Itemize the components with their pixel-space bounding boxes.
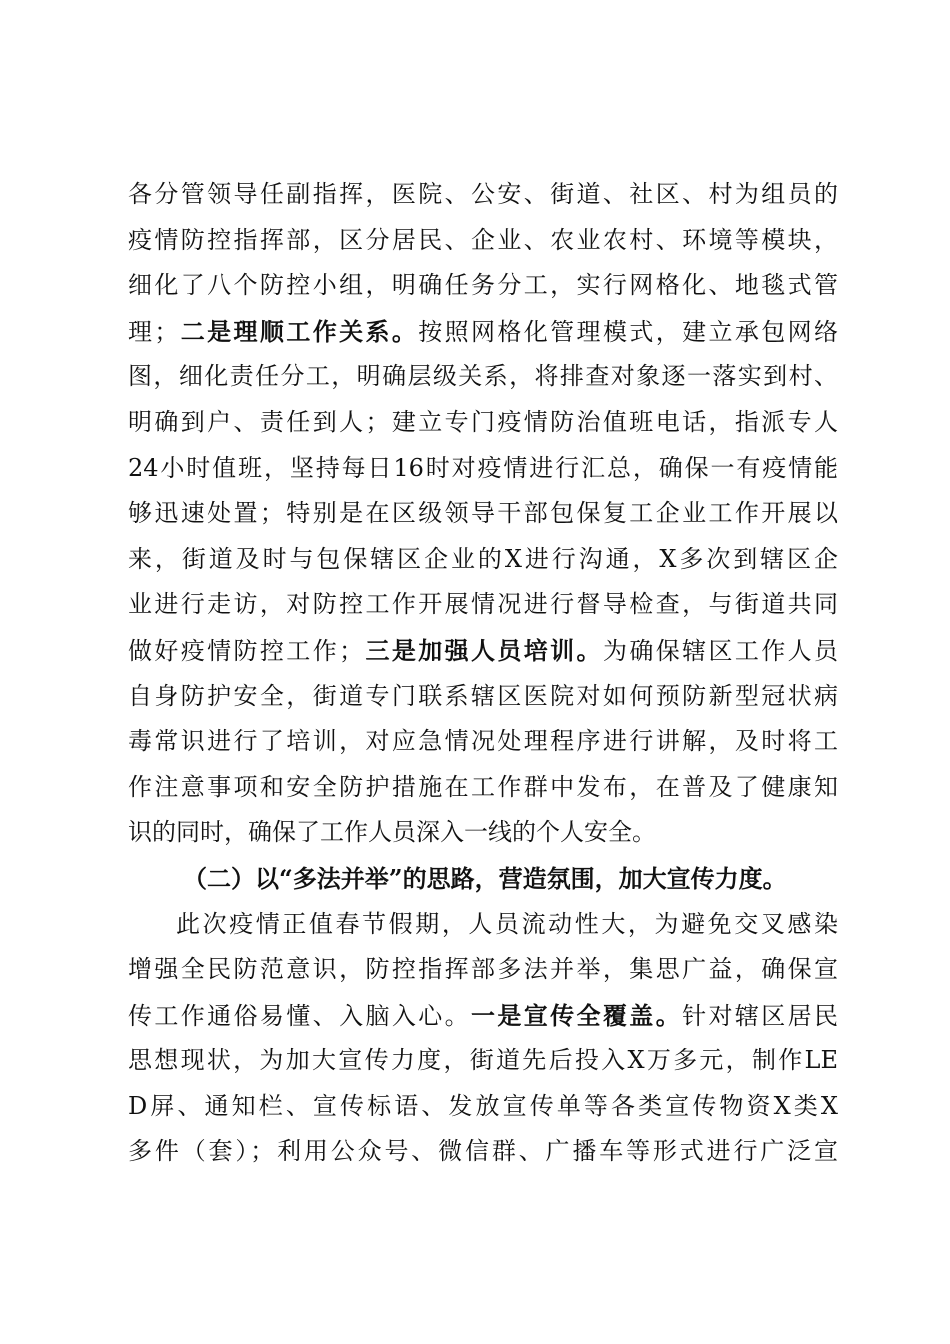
text-segment: 图，细化责任分工，明确层级关系，将排查对象逐一落实到村、 <box>128 362 838 391</box>
text-line <box>128 1084 838 1130</box>
text-segment: 业进行走访，对防控工作开展情况进行督导检查，与街道共同 <box>128 590 838 619</box>
text-line <box>128 491 838 537</box>
text-segment: 多件（套）；利用公众号、微信群、广播车等形式进行广泛宣 <box>128 1137 838 1166</box>
text-segment: 24小时值班，坚持每日16时对疫情进行汇总，确保一有疫情能 <box>128 453 838 482</box>
text-segment: 够迅速处置；特别是在区级领导干部包保复工企业工作开展以 <box>128 499 838 528</box>
text-segment: 做好疫情防控工作； <box>128 636 364 665</box>
text-segment: D屏、通知栏、宣传标语、发放宣传单等各类宣传物资X类X <box>128 1091 838 1120</box>
document-body <box>128 172 838 1175</box>
text-line <box>128 172 838 218</box>
text-segment: 思想现状，为加大宣传力度，街道先后投入X万多元，制作LE <box>128 1046 838 1075</box>
text-line <box>128 810 838 856</box>
bold-phrase: 二是理顺工作关系。 <box>178 316 419 346</box>
text-line <box>128 993 838 1039</box>
text-line <box>128 537 838 583</box>
bold-phrase: （二）以“多法并举”的思路，营造氛围，加大宣传力度。 <box>183 863 787 893</box>
text-line <box>128 902 838 948</box>
text-line <box>128 400 838 446</box>
text-segment: 针对辖区居民 <box>682 1001 839 1030</box>
text-line <box>128 1129 838 1175</box>
text-line <box>128 628 838 674</box>
text-line <box>128 719 838 765</box>
text-line <box>128 446 838 492</box>
text-segment: 按照网格化管理模式，建立承包网络 <box>418 317 839 346</box>
text-line <box>128 218 838 264</box>
bold-phrase: 三是加强人员培训。 <box>363 635 603 665</box>
text-line <box>128 674 838 720</box>
section-heading <box>128 856 838 902</box>
text-line <box>128 354 838 400</box>
text-segment: 识的同时，确保了工作人员深入一线的个人安全。 <box>128 818 656 847</box>
text-line <box>128 309 838 355</box>
text-segment: 理； <box>128 317 179 346</box>
text-line <box>128 947 838 993</box>
text-segment: 作注意事项和安全防护措施在工作群中发布，在普及了健康知 <box>128 772 838 801</box>
text-segment: 自身防护安全，街道专门联系辖区医院对如何预防新型冠状病 <box>128 681 838 710</box>
bold-phrase: 一是宣传全覆盖。 <box>471 1000 683 1030</box>
text-line <box>128 263 838 309</box>
text-segment: 增强全民防范意识，防控指挥部多法并举，集思广益，确保宣 <box>128 955 838 984</box>
text-segment: 细化了八个防控小组，明确任务分工，实行网格化、地毯式管 <box>128 271 838 300</box>
text-line <box>128 1038 838 1084</box>
text-segment: 毒常识进行了培训，对应急情况处理程序进行讲解，及时将工 <box>128 727 838 756</box>
text-segment: 疫情防控指挥部，区分居民、企业、农业农村、环境等模块， <box>128 225 838 254</box>
text-segment: 明确到户、责任到人；建立专门疫情防治值班电话，指派专人 <box>128 407 838 436</box>
text-line <box>128 765 838 811</box>
text-segment: 来，街道及时与包保辖区企业的X进行沟通，X多次到辖区企 <box>128 544 838 573</box>
text-segment: 此次疫情正值春节假期，人员流动性大，为避免交叉感染 <box>176 909 838 938</box>
text-segment: 传工作通俗易懂、入脑入心。 <box>128 1001 471 1030</box>
text-line <box>128 582 838 628</box>
text-segment: 为确保辖区工作人员 <box>602 636 839 665</box>
text-segment: 各分管领导任副指挥，医院、公安、街道、社区、村为组员的 <box>128 180 838 208</box>
